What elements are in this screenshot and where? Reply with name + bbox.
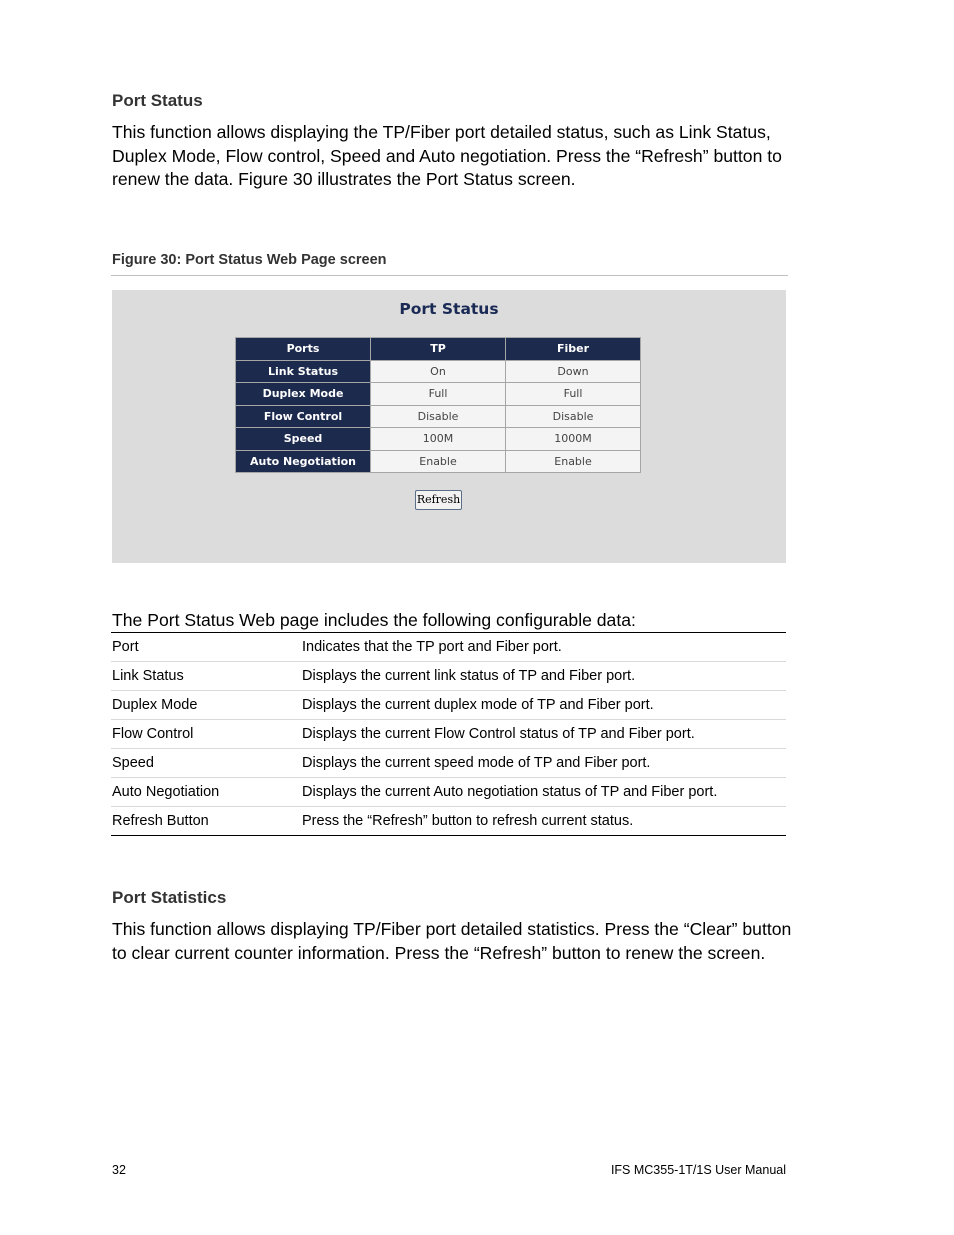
definition: Indicates that the TP port and Fiber port. [301,633,786,662]
table-row [236,383,641,406]
row-label: Flow Control [236,405,371,428]
description-intro: The Port Status Web page includes the following configurable data: [112,610,636,630]
tp-value: 100M [371,428,506,451]
tp-value: Enable [371,450,506,473]
fiber-value: Enable [506,450,641,473]
caption-rule [111,275,788,276]
description-table [111,632,786,836]
term: Auto Negotiation [111,778,301,807]
fiber-value: Disable [506,405,641,428]
screen-title: Port Status [399,300,499,318]
table-row [236,428,641,451]
section-body-port-status: This function allows displaying the TP/Fiber port detailed status, such as Link Status, Duplex Mode, Flow control, Speed and Auto negotiation. Press the “Refresh” button to renew the data. Figure 30 illustrates the Port Status screen. [112,122,782,189]
header-ports: Ports [236,338,371,361]
row-label: Duplex Mode [236,383,371,406]
page-number: 32 [112,1163,126,1177]
term: Link Status [111,662,301,691]
port-status-table [235,337,641,473]
term: Flow Control [111,720,301,749]
fiber-value: Down [506,360,641,383]
table-header-row [236,338,641,361]
section-heading-port-status: Port Status [112,91,203,110]
row-label: Speed [236,428,371,451]
tp-value: On [371,360,506,383]
row-label: Link Status [236,360,371,383]
definition: Displays the current link status of TP and Fiber port. [301,662,786,691]
figure-caption: Figure 30: Port Status Web Page screen [112,252,387,268]
term: Duplex Mode [111,691,301,720]
refresh-button[interactable]: Refresh [415,490,462,510]
table-row [111,662,786,691]
tp-value: Disable [371,405,506,428]
definition: Displays the current duplex mode of TP and Fiber port. [301,691,786,720]
tp-value: Full [371,383,506,406]
table-row [111,633,786,662]
header-tp: TP [371,338,506,361]
definition: Press the “Refresh” button to refresh current status. [301,807,786,836]
table-row [236,360,641,383]
table-row [111,778,786,807]
row-label: Auto Negotiation [236,450,371,473]
section-heading-port-statistics: Port Statistics [112,888,227,907]
definition: Displays the current Flow Control status of TP and Fiber port. [301,720,786,749]
table-row [111,749,786,778]
fiber-value: Full [506,383,641,406]
port-status-screenshot [112,290,786,563]
table-row [111,691,786,720]
table-row [236,405,641,428]
fiber-value: 1000M [506,428,641,451]
term: Refresh Button [111,807,301,836]
table-row [236,450,641,473]
term: Speed [111,749,301,778]
table-row [111,807,786,836]
definition: Displays the current Auto negotiation status of TP and Fiber port. [301,778,786,807]
definition: Displays the current speed mode of TP and Fiber port. [301,749,786,778]
section-body-port-statistics: This function allows displaying TP/Fiber port detailed statistics. Press the “Clear” button to clear current counter information. Press the “Refresh” button to renew the screen. [112,919,792,963]
table-row [111,720,786,749]
header-fiber: Fiber [506,338,641,361]
manual-title: IFS MC355-1T/1S User Manual [610,1163,786,1177]
term: Port [111,633,301,662]
